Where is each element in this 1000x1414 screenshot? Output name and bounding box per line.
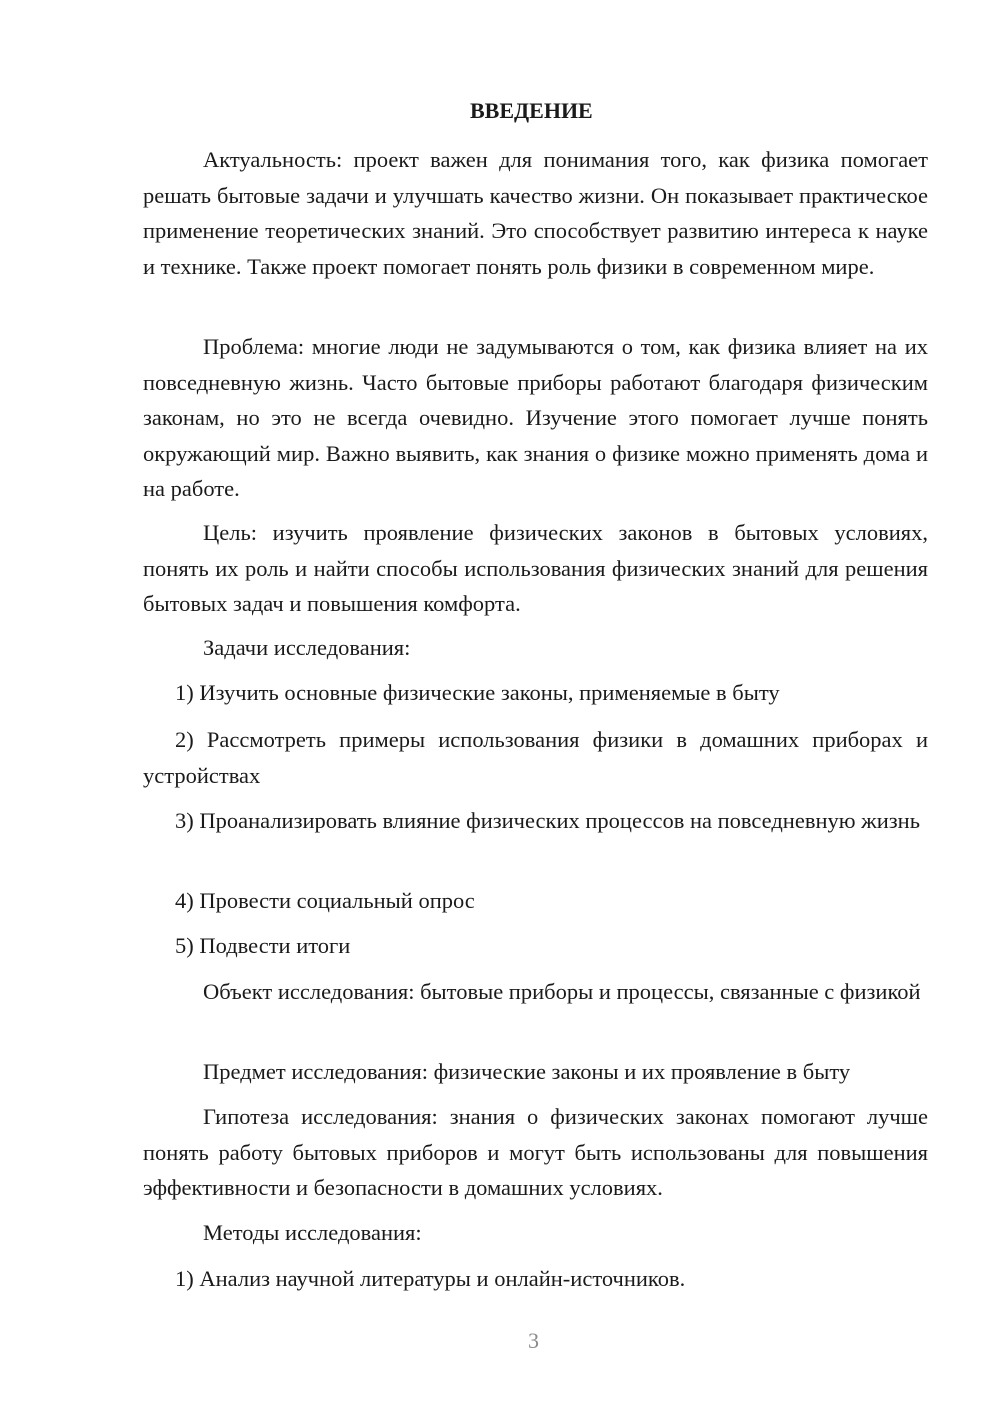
page-number: 3 [528, 1328, 539, 1353]
object-paragraph: Объект исследования: бытовые приборы и процессы, связанные с физикой [203, 979, 921, 1004]
task-item: 2) Рассмотреть примеры использования физики в домашних приборах и устройствах [143, 727, 928, 788]
methods-title: Методы исследования: [203, 1220, 422, 1245]
section-heading: ВВЕДЕНИЕ [470, 98, 593, 123]
tasks-title: Задачи исследования: [203, 635, 411, 660]
task-item: 3) Проанализировать влияние физических процессов на повседневную жизнь [175, 808, 920, 833]
relevance-paragraph: Актуальность: проект важен для понимания того, как физика помогает решать бытовые задачи и улучшать качество жизни. Он показывает практическое применение теоретических знаний. Это способствует развитию интереса к науке и технике. Также проект помогает понять роль физики в современном мире. [143, 147, 928, 279]
hypothesis-paragraph: Гипотеза исследования: знания о физических законах помогают лучше понять работу бытовых приборов и могут быть использованы для повышения эффективности и безопасности в домашних условиях. [143, 1104, 928, 1200]
goal-paragraph: Цель: изучить проявление физических законов в бытовых условиях, понять их роль и найти способы использования физических знаний для решения бытовых задач и повышения комфорта. [143, 520, 928, 616]
subject-paragraph: Предмет исследования: физические законы и их проявление в быту [203, 1059, 851, 1084]
task-item: 5) Подвести итоги [175, 933, 351, 958]
method-item: 1) Анализ научной литературы и онлайн-источников. [175, 1266, 686, 1291]
task-item: 4) Провести социальный опрос [175, 888, 475, 913]
problem-paragraph: Проблема: многие люди не задумываются о том, как физика влияет на их повседневную жизнь. Часто бытовые приборы работают благодаря физическим законам, но это не всегда очевидно. Изучение этого помогает лучше понять окружающий мир. Важно выявить, как знания о физике можно применять дома и на работе. [143, 334, 928, 501]
task-item: 1) Изучить основные физические законы, применяемые в быту [175, 680, 780, 705]
